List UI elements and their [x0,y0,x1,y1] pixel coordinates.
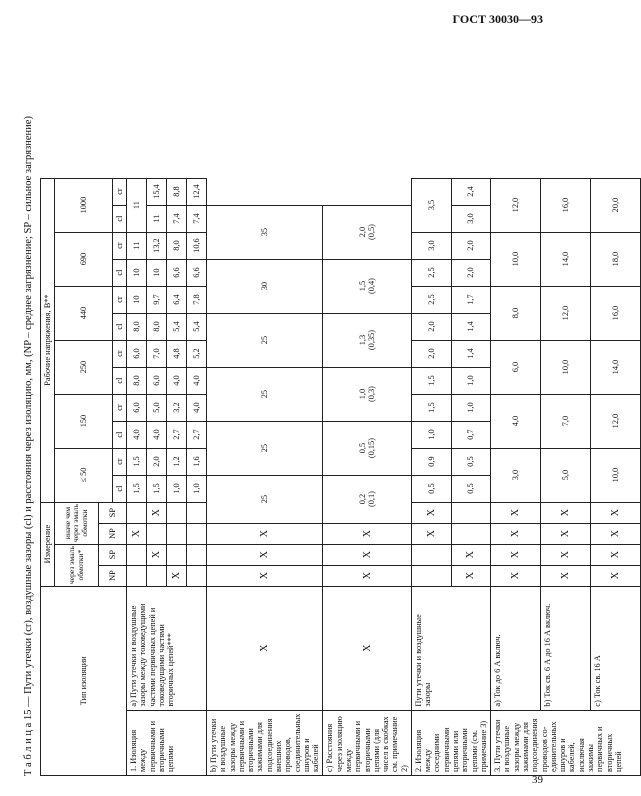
voltage-250: 250 [55,340,113,394]
value-cell: 0,9 [411,448,451,475]
mark-cell: X [541,523,591,544]
voltage-440: 440 [55,286,113,340]
value-cell: 0,7 [451,421,491,448]
row-type: Пути утечки и воздушные зазоры [411,586,490,710]
value-cell: 10,0 [541,340,591,394]
value-cell: 1,4 [451,340,491,367]
cl-head: cl [113,475,127,502]
value-cell: 1,5 [411,367,451,394]
value-cell: 2,0 [411,340,451,367]
value-cell: 11 [127,178,147,232]
row-type: с) Расстояния через изоляцию между первичными и вторичными цепями (для чисел в скобках см. примечание 2) [323,710,412,775]
value-cell: 0,2 (0,1) [323,475,412,523]
value-cell: 2,5 [411,259,451,286]
mark-cell: X [323,523,412,544]
value-cell: 9,7 [147,286,167,313]
clearance-table [40,178,641,776]
mark-cell: X [491,565,541,586]
mark-cell: X [127,523,147,544]
mark-cell [451,523,491,544]
value-cell: 6,0 [127,340,147,367]
mark-cell: X [323,586,412,710]
mark-cell [411,565,451,586]
group-2: 2. Изоляция между соседними первичными цепями или вторичными цепями (см. примечание 3) [411,710,490,775]
voltage-head: Рабочие напряжения, В** [41,178,55,502]
mark-cell: X [541,502,591,523]
cl-head: cl [113,205,127,232]
page-header: ГОСТ 30030—93 [452,12,543,26]
value-cell: 5,2 [187,340,207,367]
value-cell: 10 [127,286,147,313]
value-cell: 3,5 [411,178,451,232]
value-cell: 5,4 [187,313,207,340]
value-cell: 2,0 [147,448,167,475]
value-cell: 8,0 [491,286,541,340]
mark-cell: X [207,544,323,565]
mark-cell: X [207,565,323,586]
value-cell: 4,0 [187,367,207,394]
value-cell: 12,4 [187,178,207,205]
row-type: а) Ток до 6 А включ. [491,586,541,710]
measure-head: Измерение [41,502,55,586]
value-cell: 1,0 [187,475,207,502]
value-cell: 2,0 [451,259,491,286]
value-cell: 3,0 [451,205,491,232]
value-cell: 35 [207,205,323,259]
other-winding-head: иначе чем через эмаль обмотки [55,502,99,544]
value-cell: 1,0 (0,3) [323,367,412,421]
row-type: b) Пути утечки и воздушные зазоры между первичными и вторичными зажимами для подсоединения внешних проводов, соединительных шнуров и кабелей [207,710,323,775]
value-cell: 11 [127,232,147,259]
mark-cell: X [207,586,323,710]
voltage-50: ≤ 50 [55,448,113,502]
value-cell: 7,8 [187,286,207,313]
mark-cell: X [591,565,641,586]
value-cell: 1,3 (0,35) [323,313,412,367]
value-cell: 1,5 [127,475,147,502]
value-cell: 1,0 [451,367,491,394]
mark-cell [187,502,207,523]
value-cell: 1,5 [127,448,147,475]
value-cell: 7,0 [541,394,591,448]
value-cell: 3,0 [491,448,541,502]
cr-head: cr [113,178,127,205]
cr-head: cr [113,448,127,475]
mark-cell: X [411,523,451,544]
value-cell: 1,0 [167,475,187,502]
value-cell: 1,4 [451,313,491,340]
value-cell: 4,0 [147,421,167,448]
value-cell: 5,0 [541,448,591,502]
cr-head: cr [113,394,127,421]
value-cell: 7,0 [147,340,167,367]
voltage-1000: 1000 [55,178,113,232]
value-cell: 2,7 [167,421,187,448]
value-cell: 3,2 [167,394,187,421]
value-cell: 14,0 [591,340,641,394]
cl-head: cl [113,421,127,448]
group-1: 1. Изоляция между первичными и вторичными цепями [127,710,207,775]
value-cell: 1,6 [187,448,207,475]
value-cell: 16,0 [591,286,641,340]
mark-cell: X [591,502,641,523]
voltage-150: 150 [55,394,113,448]
value-cell: 6,0 [491,340,541,394]
mark-cell: X [147,544,167,565]
value-cell: 3,0 [411,232,451,259]
value-cell: 4,0 [167,367,187,394]
value-cell: 25 [207,421,323,475]
cr-head: cr [113,286,127,313]
value-cell: 11 [147,205,167,232]
mark-cell [187,565,207,586]
value-cell: 0,5 [451,448,491,475]
mark-cell: X [451,544,491,565]
cl-head: cl [113,367,127,394]
value-cell: 1,7 [451,286,491,313]
cl-head: cl [113,313,127,340]
row-type: а) Пути утечки и воздушные зазоры между токоведущими частями первичных цепей и токоведущими частями вторичных цепей*** [127,586,207,710]
cl-head: cl [113,259,127,286]
value-cell: 2,0 [411,313,451,340]
row-type: b) Ток св. 6 А до 16 А включ. [541,586,591,710]
value-cell: 1,5 (0,4) [323,259,412,313]
rotated-table-area [20,16,623,776]
sp-head: SP [99,502,127,523]
mark-cell: X [207,523,323,544]
value-cell: 5,4 [167,313,187,340]
value-cell: 12,0 [541,286,591,340]
mark-cell [127,502,147,523]
value-cell: 4,0 [187,394,207,421]
value-cell: 8,8 [167,178,187,205]
value-cell: 0,5 [411,475,451,502]
value-cell: 5,0 [147,394,167,421]
value-cell: 15,4 [147,178,167,205]
value-cell: 0,5 (0,15) [323,421,412,475]
value-cell: 7,4 [187,205,207,232]
value-cell: 2,4 [451,178,491,205]
cr-head: cr [113,232,127,259]
value-cell: 8,0 [127,367,147,394]
value-cell: 8,0 [147,313,167,340]
value-cell: 20,0 [591,178,641,232]
value-cell: 4,8 [167,340,187,367]
mark-cell: X [541,565,591,586]
mark-cell: X [323,544,412,565]
value-cell: 10,0 [491,232,541,286]
mark-cell [167,523,187,544]
value-cell: 25 [207,475,323,523]
value-cell: 30 [207,259,323,313]
value-cell: 10,6 [187,232,207,259]
mark-cell: X [491,502,541,523]
value-cell: 6,6 [187,259,207,286]
mark-cell: X [167,565,187,586]
value-cell: 8,0 [167,232,187,259]
value-cell: 13,2 [147,232,167,259]
value-cell: 8,0 [127,313,147,340]
value-cell: 4,0 [127,421,147,448]
mark-cell: X [411,502,451,523]
value-cell: 10 [147,259,167,286]
mark-cell [167,502,187,523]
value-cell: 2,5 [411,286,451,313]
value-cell: 10 [127,259,147,286]
mark-cell [451,502,491,523]
value-cell: 14,0 [541,232,591,286]
value-cell: 25 [207,367,323,421]
row-type: с) Ток св. 16 А [591,586,641,710]
mark-cell [187,544,207,565]
mark-cell: X [591,523,641,544]
value-cell: 7,4 [167,205,187,232]
value-cell: 18,0 [591,232,641,286]
mark-cell: X [147,502,167,523]
value-cell: 6,6 [167,259,187,286]
value-cell: 16,0 [541,178,591,232]
value-cell: 4,0 [491,394,541,448]
value-cell: 0,5 [451,475,491,502]
value-cell: 6,0 [127,394,147,421]
mark-cell: X [451,565,491,586]
mark-cell: X [591,544,641,565]
sp-head: SP [99,544,127,565]
value-cell: 12,0 [591,394,641,448]
mark-cell: X [323,565,412,586]
value-cell: 12,0 [491,178,541,232]
value-cell: 25 [207,313,323,367]
value-cell: 10,0 [591,448,641,502]
mark-cell [127,565,147,586]
value-cell: 1,2 [167,448,187,475]
mark-cell: X [491,523,541,544]
np-head: NP [99,565,127,586]
np-head: NP [99,523,127,544]
value-cell: 2,0 [451,232,491,259]
value-cell: 1,5 [147,475,167,502]
mark-cell [187,523,207,544]
mark-cell [411,544,451,565]
mark-cell [167,544,187,565]
value-cell: 2,0 (0,5) [323,205,412,259]
value-cell: 6,4 [167,286,187,313]
mark-cell: X [491,544,541,565]
cr-head: cr [113,340,127,367]
mark-cell [127,544,147,565]
col-type-head: Тип изоляции [41,586,127,775]
mark-cell [147,565,167,586]
page-number: 39 [532,774,543,786]
voltage-690: 690 [55,232,113,286]
group-3: 3. Пути утечки и воздушные зазоры между зажимами для подсоединения проводов со-единительных шнуров и кабелей, исключая зажимы первичных и вторичных цепей [491,710,641,775]
mark-cell: X [541,544,591,565]
value-cell: 1,0 [451,394,491,421]
value-cell: 1,5 [411,394,451,421]
value-cell: 2,7 [187,421,207,448]
via-winding-head: через эмаль обмотки* [55,544,99,586]
value-cell: 6,0 [147,367,167,394]
table-caption: Т а б л и ц а 15 — Пути утечки (cr), воздушные зазоры (cl) и расстояния через изоляцию, мм, (NP – среднее загрязнение; SP – сильное загрязнение) [23,116,34,776]
value-cell: 1,0 [411,421,451,448]
mark-cell [147,523,167,544]
